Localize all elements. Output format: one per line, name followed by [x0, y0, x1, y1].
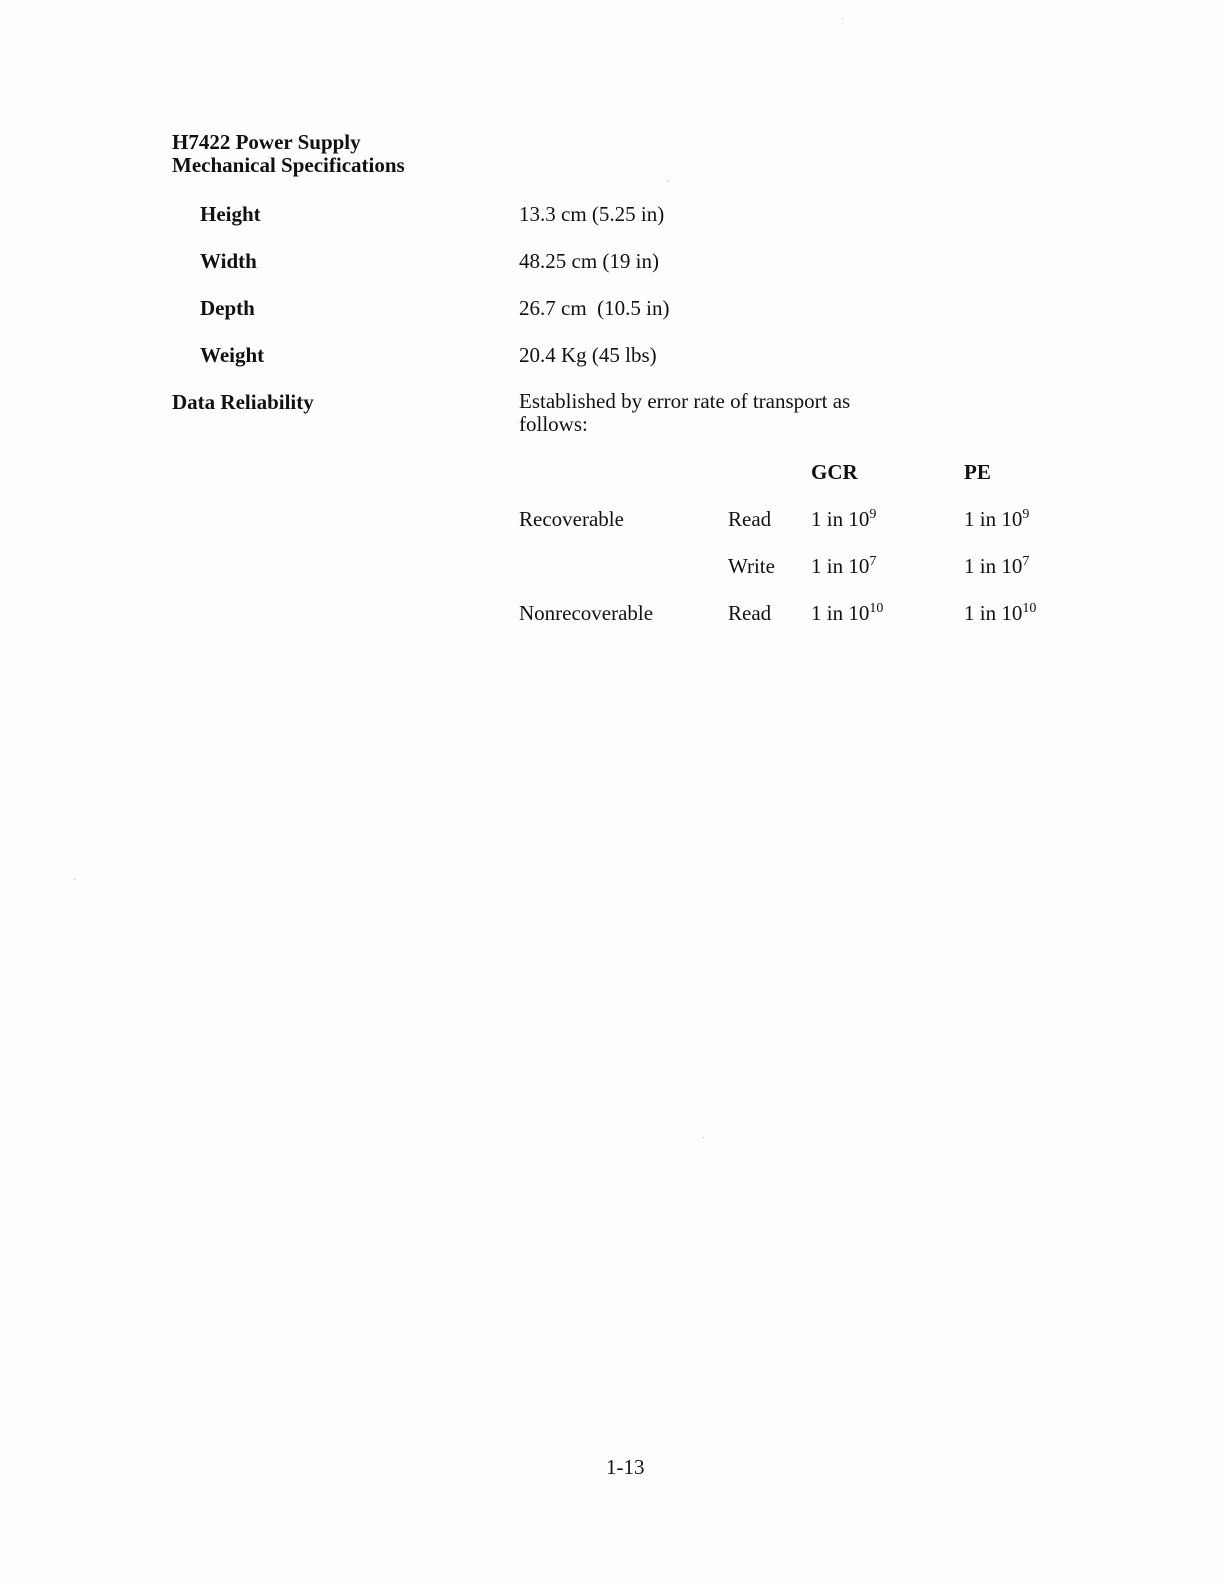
row-category: Nonrecoverable	[519, 601, 654, 625]
section-title-line1: H7422 Power Supply	[172, 130, 361, 154]
page-number: 1-13	[606, 1455, 645, 1479]
gcr-rate-base: 1 in 10	[811, 601, 870, 625]
column-header-pe: PE	[964, 460, 991, 484]
row-operation: Write	[728, 554, 775, 578]
spec-value-weight: 20.4 Kg (45 lbs)	[519, 343, 657, 367]
spec-label-height: Height	[200, 202, 261, 226]
spec-value-depth: 26.7 cm (10.5 in)	[519, 296, 670, 320]
gcr-error-rate	[811, 554, 876, 579]
reliability-label: Data Reliability	[172, 390, 314, 414]
spec-value-height: 13.3 cm (5.25 in)	[519, 202, 665, 226]
gcr-rate-exponent: 9	[869, 507, 877, 522]
row-category: Recoverable	[519, 507, 624, 531]
pe-error-rate	[964, 507, 1029, 532]
section-heading	[172, 131, 405, 177]
row-operation: Read	[728, 601, 772, 625]
pe-error-rate	[964, 554, 1029, 579]
gcr-rate-base: 1 in 10	[811, 554, 870, 578]
scan-speck	[668, 181, 669, 182]
pe-rate-exponent: 7	[1022, 554, 1030, 569]
spec-label-weight: Weight	[200, 343, 265, 367]
pe-rate-exponent: 9	[1022, 507, 1030, 522]
reliability-description: Established by error rate of transport as follows:	[519, 389, 851, 436]
section-title-line2: Mechanical Specifications	[172, 153, 405, 177]
row-operation: Read	[728, 507, 772, 531]
gcr-error-rate	[811, 601, 883, 626]
gcr-error-rate	[811, 507, 876, 532]
scan-speck	[74, 879, 75, 880]
column-header-gcr: GCR	[811, 460, 858, 484]
spec-value-width: 48.25 cm (19 in)	[519, 249, 659, 273]
gcr-rate-exponent: 10	[869, 601, 884, 616]
scan-speck	[842, 18, 843, 19]
pe-error-rate	[964, 601, 1036, 626]
pe-rate-base: 1 in 10	[964, 554, 1023, 578]
spec-label-depth: Depth	[200, 296, 255, 320]
gcr-rate-exponent: 7	[869, 554, 877, 569]
pe-rate-base: 1 in 10	[964, 601, 1023, 625]
pe-rate-exponent: 10	[1022, 601, 1037, 616]
spec-label-width: Width	[200, 249, 257, 273]
pe-rate-base: 1 in 10	[964, 507, 1023, 531]
scan-speck	[703, 1137, 704, 1138]
gcr-rate-base: 1 in 10	[811, 507, 870, 531]
